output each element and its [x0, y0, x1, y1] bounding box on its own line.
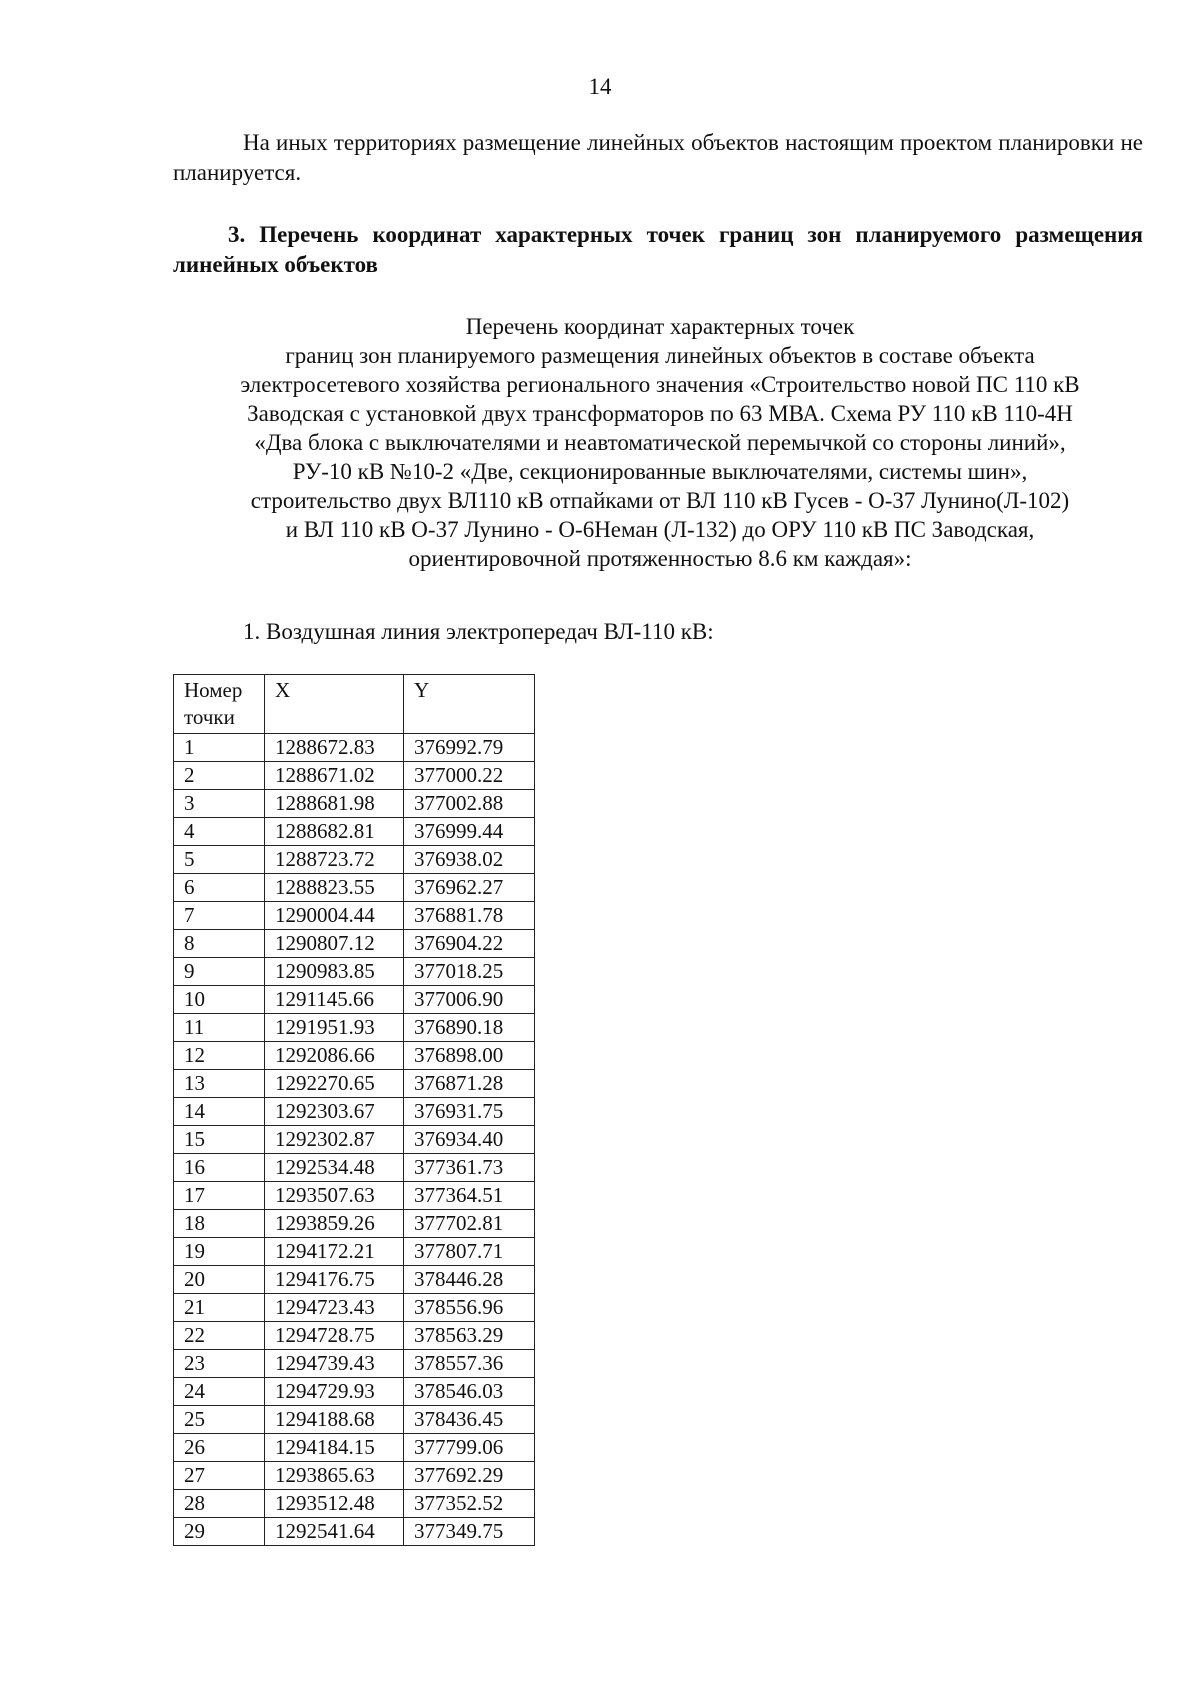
cell-y: 376898.00: [404, 1042, 535, 1070]
cell-point-number: 10: [174, 986, 265, 1014]
caption-line: электросетевого хозяйства регионального значения «Строительство новой ПС 110 кВ: [240, 372, 1080, 397]
cell-y: 377361.73: [404, 1154, 535, 1182]
table-row: [174, 1406, 535, 1434]
cell-x: 1288672.83: [265, 734, 404, 762]
cell-x: 1288723.72: [265, 846, 404, 874]
cell-y: 376890.18: [404, 1014, 535, 1042]
table-row: [174, 1014, 535, 1042]
table-row: [174, 1462, 535, 1490]
cell-x: 1291145.66: [265, 986, 404, 1014]
table-body: [174, 734, 535, 1546]
cell-point-number: 4: [174, 818, 265, 846]
table-row: [174, 1490, 535, 1518]
table-row: [174, 1238, 535, 1266]
cell-y: 376881.78: [404, 902, 535, 930]
page-number: 14: [588, 74, 612, 99]
table-row: [174, 1378, 535, 1406]
cell-x: 1290983.85: [265, 958, 404, 986]
cell-x: 1292086.66: [265, 1042, 404, 1070]
cell-point-number: 7: [174, 902, 265, 930]
table-row: [174, 734, 535, 762]
table-row: [174, 930, 535, 958]
caption-line: Перечень координат характерных точек: [465, 314, 855, 339]
cell-point-number: 23: [174, 1350, 265, 1378]
cell-y: 376938.02: [404, 846, 535, 874]
cell-point-number: 13: [174, 1070, 265, 1098]
table-row: [174, 1294, 535, 1322]
cell-x: 1288671.02: [265, 762, 404, 790]
cell-y: 378546.03: [404, 1378, 535, 1406]
cell-point-number: 16: [174, 1154, 265, 1182]
cell-x: 1292303.67: [265, 1098, 404, 1126]
cell-point-number: 27: [174, 1462, 265, 1490]
cell-y: 377000.22: [404, 762, 535, 790]
cell-x: 1292534.48: [265, 1154, 404, 1182]
cell-y: 377006.90: [404, 986, 535, 1014]
cell-point-number: 11: [174, 1014, 265, 1042]
table-header-row: [174, 675, 535, 734]
cell-x: 1290807.12: [265, 930, 404, 958]
cell-x: 1288823.55: [265, 874, 404, 902]
section-heading: 3. Перечень координат характерных точек границ зон планируемого размещения линейных объектов: [173, 222, 1143, 277]
cell-y: 378556.96: [404, 1294, 535, 1322]
cell-x: 1294188.68: [265, 1406, 404, 1434]
cell-point-number: 20: [174, 1266, 265, 1294]
cell-y: 376931.75: [404, 1098, 535, 1126]
cell-y: 377002.88: [404, 790, 535, 818]
header-y: Y: [404, 675, 535, 734]
cell-x: 1292541.64: [265, 1518, 404, 1546]
cell-y: 377799.06: [404, 1434, 535, 1462]
intro-paragraph: На иных территориях размещение линейных объектов настоящим проектом планировки не планируется.: [173, 130, 1143, 185]
table-row: [174, 1434, 535, 1462]
cell-y: 376992.79: [404, 734, 535, 762]
cell-point-number: 3: [174, 790, 265, 818]
cell-point-number: 25: [174, 1406, 265, 1434]
cell-x: 1293512.48: [265, 1490, 404, 1518]
cell-point-number: 17: [174, 1182, 265, 1210]
cell-x: 1293507.63: [265, 1182, 404, 1210]
cell-x: 1294172.21: [265, 1238, 404, 1266]
cell-y: 376999.44: [404, 818, 535, 846]
cell-y: 377807.71: [404, 1238, 535, 1266]
table-row: [174, 846, 535, 874]
cell-y: 376962.27: [404, 874, 535, 902]
cell-point-number: 26: [174, 1434, 265, 1462]
table-row: [174, 986, 535, 1014]
cell-point-number: 21: [174, 1294, 265, 1322]
cell-x: 1294739.43: [265, 1350, 404, 1378]
cell-x: 1294184.15: [265, 1434, 404, 1462]
coordinates-table: [173, 674, 535, 1546]
table-row: [174, 1182, 535, 1210]
caption-line: РУ-10 кВ №10-2 «Две, секционированные выключателями, системы шин»,: [292, 459, 1028, 484]
cell-point-number: 2: [174, 762, 265, 790]
cell-x: 1294723.43: [265, 1294, 404, 1322]
caption-line: строительство двух ВЛ110 кВ отпайками от ВЛ 110 кВ Гусев - О-37 Лунино(Л-102): [250, 488, 1070, 513]
cell-point-number: 14: [174, 1098, 265, 1126]
table-row: [174, 1154, 535, 1182]
cell-point-number: 8: [174, 930, 265, 958]
table-row: [174, 1070, 535, 1098]
cell-point-number: 1: [174, 734, 265, 762]
cell-y: 378446.28: [404, 1266, 535, 1294]
cell-x: 1291951.93: [265, 1014, 404, 1042]
cell-point-number: 5: [174, 846, 265, 874]
table-row: [174, 1042, 535, 1070]
cell-point-number: 15: [174, 1126, 265, 1154]
cell-x: 1293865.63: [265, 1462, 404, 1490]
cell-y: 377352.52: [404, 1490, 535, 1518]
cell-point-number: 6: [174, 874, 265, 902]
cell-y: 377349.75: [404, 1518, 535, 1546]
list-item-overhead-line: 1. Воздушная линия электропередач ВЛ-110 кВ:: [243, 619, 714, 644]
cell-x: 1288681.98: [265, 790, 404, 818]
table-row: [174, 790, 535, 818]
cell-x: 1294728.75: [265, 1322, 404, 1350]
caption-line: «Два блока с выключателями и неавтоматической перемычкой со стороны линий»,: [254, 430, 1066, 455]
caption-line: и ВЛ 110 кВ О-37 Лунино - О-6Неман (Л-132) до ОРУ 110 кВ ПС Заводская,: [285, 517, 1035, 542]
table-row: [174, 1350, 535, 1378]
cell-y: 376871.28: [404, 1070, 535, 1098]
cell-point-number: 19: [174, 1238, 265, 1266]
table-row: [174, 762, 535, 790]
cell-x: 1293859.26: [265, 1210, 404, 1238]
table-row: [174, 1322, 535, 1350]
table-row: [174, 1266, 535, 1294]
cell-y: 376904.22: [404, 930, 535, 958]
cell-x: 1288682.81: [265, 818, 404, 846]
cell-x: 1292270.65: [265, 1070, 404, 1098]
cell-y: 377364.51: [404, 1182, 535, 1210]
cell-y: 377692.29: [404, 1462, 535, 1490]
cell-point-number: 18: [174, 1210, 265, 1238]
table-caption: [165, 312, 1155, 573]
cell-point-number: 24: [174, 1378, 265, 1406]
cell-y: 378436.45: [404, 1406, 535, 1434]
cell-y: 377702.81: [404, 1210, 535, 1238]
header-x: X: [265, 675, 404, 734]
caption-line: Заводская с установкой двух трансформаторов по 63 МВА. Схема РУ 110 кВ 110-4Н: [247, 401, 1073, 426]
table-row: [174, 1126, 535, 1154]
cell-x: 1292302.87: [265, 1126, 404, 1154]
cell-y: 376934.40: [404, 1126, 535, 1154]
caption-line: границ зон планируемого размещения линейных объектов в составе объекта: [285, 343, 1035, 368]
table-row: [174, 1098, 535, 1126]
cell-point-number: 9: [174, 958, 265, 986]
cell-y: 378557.36: [404, 1350, 535, 1378]
cell-point-number: 29: [174, 1518, 265, 1546]
table-row: [174, 818, 535, 846]
cell-point-number: 22: [174, 1322, 265, 1350]
cell-point-number: 28: [174, 1490, 265, 1518]
cell-point-number: 12: [174, 1042, 265, 1070]
cell-x: 1294729.93: [265, 1378, 404, 1406]
table-row: [174, 902, 535, 930]
table-row: [174, 1210, 535, 1238]
caption-line: ориентировочной протяженностью 8.6 км каждая»:: [408, 546, 912, 571]
table-row: [174, 874, 535, 902]
cell-x: 1290004.44: [265, 902, 404, 930]
cell-x: 1294176.75: [265, 1266, 404, 1294]
cell-y: 378563.29: [404, 1322, 535, 1350]
table-row: [174, 958, 535, 986]
header-point-number: Номер точки: [174, 675, 265, 734]
cell-y: 377018.25: [404, 958, 535, 986]
table-row: [174, 1518, 535, 1546]
